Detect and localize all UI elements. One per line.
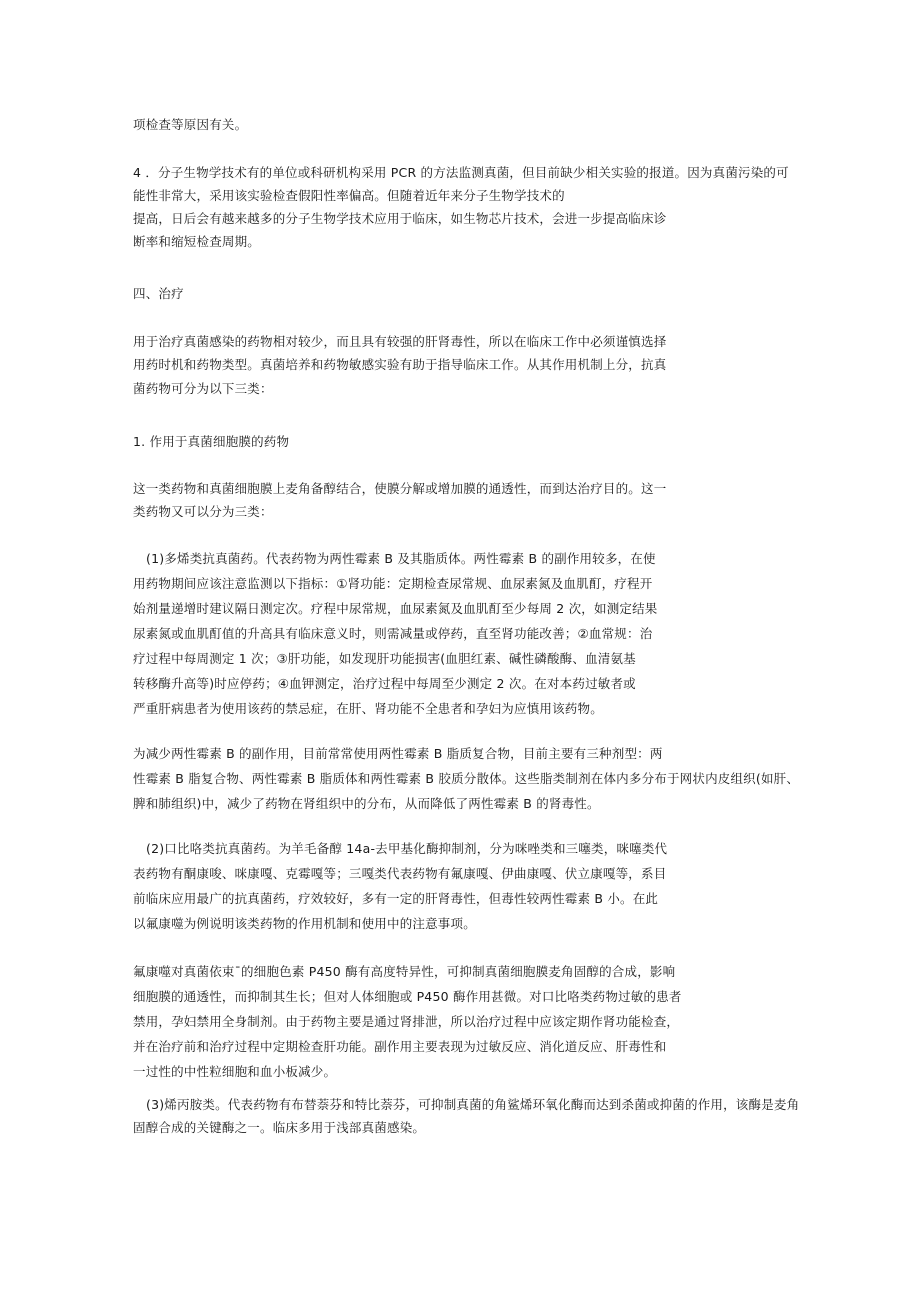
text-line: 尿素氮或血肌酊值的升高具有临床意义时，则需减量或停药，直至肾功能改善；②血常规：治 xyxy=(133,626,653,641)
section-heading: 四、治疗 xyxy=(133,286,184,301)
text-line: 为减少两性霉素 B 的副作用，目前常常使用两性霉素 B 脂质复合物，目前主要有三种剂型：两 xyxy=(133,746,663,761)
text-line: 表药物有酮康唆、咪康嘎、克霉嘎等；三嘎类代表药物有氟康嘎、伊曲康嘎、伏立康嘎等，系目 xyxy=(133,866,667,881)
text-line: 用药物期间应该注意监测以下指标：①肾功能：定期检查尿常规、血尿素氮及血肌酊，疗程开 xyxy=(133,576,653,591)
text-line: 用于治疗真菌感染的药物相对较少，而且具有较强的肝肾毒性，所以在临床工作中必须谨慎选择 xyxy=(133,334,667,349)
text-line: 前临床应用最广的抗真菌药，疗效较好，多有一定的肝肾毒性，但毒性较两性霉素 B 小。在此 xyxy=(133,891,659,906)
subsection-heading: 1. 作用于真菌细胞膜的药物 xyxy=(133,434,290,449)
text-line: 能性非常大，采用该实验检查假阳性率偏高。但随着近年来分子生物学技术的 xyxy=(133,188,565,203)
text-line: 4 ．分子生物学技术有的单位或科研机构采用 PCR 的方法监测真菌，但目前缺少相关实验的报道。因为真菌污染的可 xyxy=(133,165,789,180)
text-line: (1)多烯类抗真菌药。代表药物为两性霉素 B 及其脂质体。两性霉素 B 的副作用较多，在使 xyxy=(146,551,656,566)
text-line: 细胞膜的通透性，而抑制其生长；但对人体细胞或 P450 酶作用甚微。对口比咯类药物过敏的患者 xyxy=(133,989,682,1004)
text-line: 以氟康噬为例说明该类药物的作用机制和使用中的注意事项。 xyxy=(133,916,476,931)
text-line: 菌药物可分为以下三类： xyxy=(133,381,273,396)
text-line: 疗过程中每周测定 1 次；③肝功能，如发现肝功能损害(血胆红素、碱性磷酸酶、血清氨基 xyxy=(133,651,636,666)
text-line: (3)烯丙胺类。代表药物有布替萘芬和特比萘芬，可抑制真菌的角鲨烯环氧化酶而达到杀菌或抑菌的作用，该酶是麦角 xyxy=(146,1097,800,1112)
text-line: 性霉素 B 脂复合物、两性霉素 B 脂质体和两性霉素 B 胶质分散体。这些脂类制剂在体内多分布于网状内皮组织(如肝、 xyxy=(133,771,800,786)
text-line: 用药时机和药物类型。真菌培养和药物敏感实验有助于指导临床工作。从其作用机制上分，抗真 xyxy=(133,357,667,372)
text-line: (2)口比咯类抗真菌药。为羊毛备醇 14a-去甲基化酶抑制剂，分为咪唑类和三噻类，咪噻类代 xyxy=(146,841,668,856)
text-line: 氟康噬对真菌依束¯的细胞色素 P450 酶有高度特异性，可抑制真菌细胞膜麦角固醇的合成，影响 xyxy=(133,964,676,979)
text-line: 禁用，孕妇禁用全身制剂。由于药物主要是通过肾排泄，所以治疗过程中应该定期作肾功能检查， xyxy=(133,1014,680,1029)
text-line: 提高，日后会有越来越多的分子生物学技术应用于临床，如生物芯片技术，会进一步提高临床诊 xyxy=(133,211,667,226)
text-line: 类药物又可以分为三类： xyxy=(133,504,273,519)
text-line: 转移酶升高等)时应停药；④血钾测定，治疗过程中每周至少测定 2 次。在对本药过敏者或 xyxy=(133,676,636,691)
text-line: 断率和缩短检查周期。 xyxy=(133,234,261,249)
text-line: 一过性的中性粒细胞和血小板减少。 xyxy=(133,1064,337,1079)
text-line: 并在治疗前和治疗过程中定期检查肝功能。副作用主要表现为过敏反应、消化道反应、肝毒性和 xyxy=(133,1039,667,1054)
text-line: 固醇合成的关键酶之一。临床多用于浅部真菌感染。 xyxy=(133,1120,426,1135)
text-line: 项检查等原因有关。 xyxy=(133,117,248,132)
text-line: 始剂量递增时建议隔日测定次。疗程中尿常规，血尿素氮及血肌酊至少每周 2 次，如测定结果 xyxy=(133,601,658,616)
text-line: 这一类药物和真菌细胞膜上麦角备醇结合，使膜分解或增加膜的通透性，而到达治疗目的。这一 xyxy=(133,481,667,496)
text-line: 严重肝病患者为使用该药的禁忌症，在肝、肾功能不全患者和孕妇为应慎用该药物。 xyxy=(133,701,603,716)
text-line: 脾和肺组织)中，减少了药物在肾组织中的分布，从而降低了两性霉素 B 的肾毒性。 xyxy=(133,796,600,811)
